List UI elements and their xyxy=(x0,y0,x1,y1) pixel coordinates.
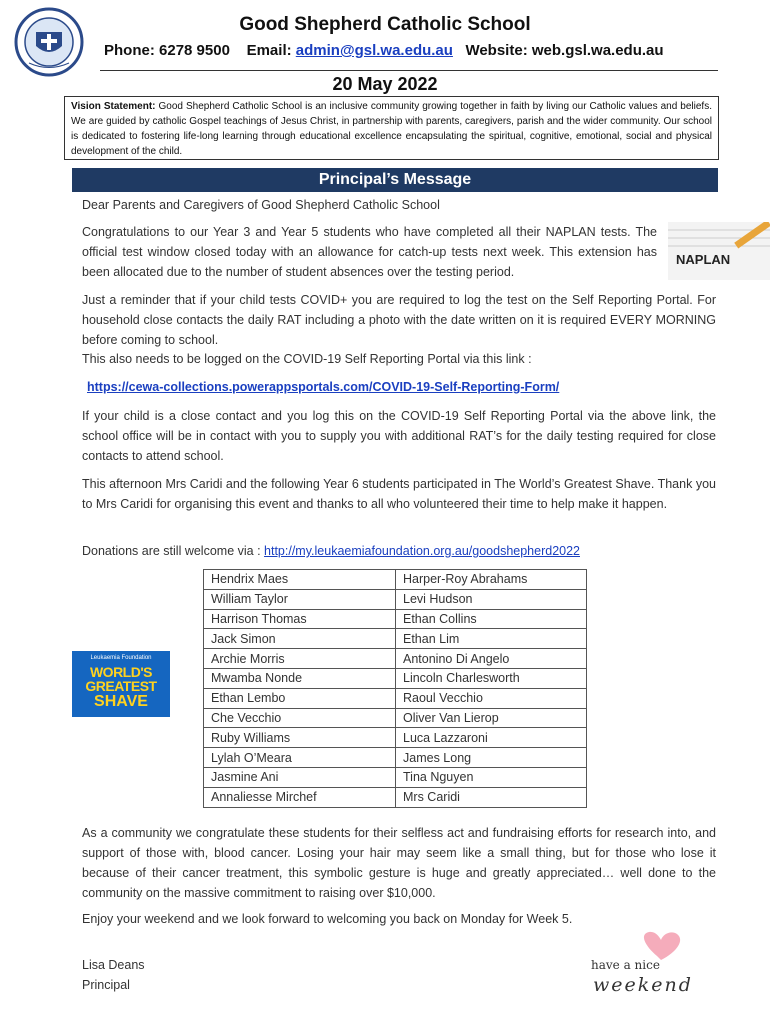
donations-link[interactable]: http://my.leukaemiafoundation.org.au/goodshepherd2022 xyxy=(264,544,580,558)
weekend-script-text: weekend xyxy=(593,974,693,996)
table-row xyxy=(204,688,587,708)
student-name-cell: Tina Nguyen xyxy=(396,767,587,787)
shave-logo-foundation: Leukaemia Foundation xyxy=(90,655,152,661)
table-row xyxy=(204,589,587,609)
student-name-cell: James Long xyxy=(396,748,587,768)
close-contact-paragraph: If your child is a close contact and you log this on the COVID-19 Self Reporting Portal via the above link, the school office will be in contact with you to supply you with additional RAT’s for the daily testing required for close contacts to attend school. xyxy=(82,409,716,463)
shave-logo-line2: GREATEST xyxy=(85,678,157,694)
table-row xyxy=(204,649,587,669)
worlds-greatest-shave-paragraph: This afternoon Mrs Caridi and the following Year 6 students participated in The World’s Greatest Shave. Thank you to Mrs Caridi for organising this event and thanks to all who volunteered their time to help make it happen. xyxy=(82,477,716,511)
student-name-cell: Raoul Vecchio xyxy=(396,688,587,708)
student-name-cell: Harrison Thomas xyxy=(204,609,396,629)
covid-link-intro: This also needs to be logged on the COVID-19 Self Reporting Portal via this link : xyxy=(82,352,532,366)
student-name-cell: Jack Simon xyxy=(204,629,396,649)
student-name-cell: Jasmine Ani xyxy=(204,767,396,787)
community-paragraph: As a community we congratulate these students for their selfless act and fundraising efforts for research into, and support of those with, blood cancer. Losing your hair may seem like a small thing, but for those who lose it because of their cancer treatment, this symbolic gesture is huge and greatly appreciated… well done to the community on the massive commitment to raising over $10,000. xyxy=(82,826,716,900)
table-row xyxy=(204,728,587,748)
phone-label: Phone: xyxy=(104,42,155,59)
student-name-cell: Oliver Van Lierop xyxy=(396,708,587,728)
table-row xyxy=(204,609,587,629)
covid-reporting-link[interactable]: https://cewa-collections.powerappsportals.com/COVID-19-Self-Reporting-Form/ xyxy=(87,380,560,394)
student-name-cell: Luca Lazzaroni xyxy=(396,728,587,748)
section-title-principals-message: Principal’s Message xyxy=(72,168,718,192)
naplan-label: NAPLAN xyxy=(676,252,731,267)
naplan-image xyxy=(668,222,770,280)
donations-label: Donations are still welcome via : xyxy=(82,544,261,558)
email-link[interactable]: admin@gsl.wa.edu.au xyxy=(295,42,453,59)
school-name: Good Shepherd Catholic School xyxy=(239,14,531,35)
student-name-cell: Hendrix Maes xyxy=(204,570,396,590)
student-name-cell: Annaliesse Mirchef xyxy=(204,787,396,807)
have-a-nice-text: have a nice xyxy=(591,958,660,972)
vision-label: Vision Statement: xyxy=(71,101,156,112)
donations-line xyxy=(82,541,716,561)
students-table-body xyxy=(204,570,587,808)
table-row xyxy=(204,708,587,728)
table-row xyxy=(204,570,587,590)
student-name-cell: William Taylor xyxy=(204,589,396,609)
phone-number: 6278 9500 xyxy=(159,42,230,59)
contact-line xyxy=(104,42,664,59)
student-name-cell: Mrs Caridi xyxy=(396,787,587,807)
student-name-cell: Lincoln Charlesworth xyxy=(396,668,587,688)
weekend-paragraph: Enjoy your weekend and we look forward to welcoming you back on Monday for Week 5. xyxy=(82,912,573,926)
student-name-cell: Ethan Lembo xyxy=(204,688,396,708)
shave-logo-line3: SHAVE xyxy=(94,693,148,710)
shave-logo-line1: WORLD'S xyxy=(89,664,153,680)
table-row xyxy=(204,748,587,768)
website-text: web.gsl.wa.edu.au xyxy=(531,42,664,59)
vision-text: Good Shepherd Catholic School is an inclusive community growing together in faith by living our Catholic values and beliefs. We are guided by catholic Gospel teachings of Jesus Christ, in partnership with parents, caregivers, parish and the wider community. Our school is dedicated to fostering life-long learning through educational excellence encapsulating the spiritual, cognitive, emotional, social and physical development of the child. xyxy=(71,101,712,157)
student-name-cell: Ethan Lim xyxy=(396,629,587,649)
have-a-nice-weekend-graphic xyxy=(585,930,693,1002)
table-row xyxy=(204,787,587,807)
student-name-cell: Ethan Collins xyxy=(396,609,587,629)
student-name-cell: Ruby Williams xyxy=(204,728,396,748)
email-label: Email: xyxy=(246,42,292,59)
student-name-cell: Lylah O’Meara xyxy=(204,748,396,768)
student-name-cell: Levi Hudson xyxy=(396,589,587,609)
student-name-cell: Mwamba Nonde xyxy=(204,668,396,688)
student-name-cell: Che Vecchio xyxy=(204,708,396,728)
student-name-cell: Antonino Di Angelo xyxy=(396,649,587,669)
covid-paragraph: Just a reminder that if your child tests COVID+ you are required to log the test on the Self Reporting Portal. For household close contacts the daily RAT including a photo with the date written on it is required EVERY MORNING before coming to school. xyxy=(82,293,716,347)
vision-statement-box xyxy=(64,96,719,160)
student-name-cell: Archie Morris xyxy=(204,649,396,669)
worlds-greatest-shave-logo xyxy=(72,651,170,717)
pencil-icon xyxy=(668,222,770,280)
covid-reporting-link-row xyxy=(87,377,721,397)
student-name-cell: Harper-Roy Abrahams xyxy=(396,570,587,590)
website-label: Website: xyxy=(465,42,528,59)
students-table xyxy=(203,569,587,808)
issue-date: 20 May 2022 xyxy=(332,74,438,94)
naplan-paragraph: Congratulations to our Year 3 and Year 5 students who have completed all their NAPLAN tests. The official test window closed today with an allowance for catch-up tests next week. This extension has been allocated due to the number of student absences over the testing period. xyxy=(82,225,657,279)
header-divider xyxy=(100,70,718,71)
table-row xyxy=(204,767,587,787)
greeting: Dear Parents and Caregivers of Good Shepherd Catholic School xyxy=(82,198,440,212)
signoff-title: Principal xyxy=(82,978,130,992)
table-row xyxy=(204,629,587,649)
table-row xyxy=(204,668,587,688)
signoff-name: Lisa Deans xyxy=(82,958,145,972)
